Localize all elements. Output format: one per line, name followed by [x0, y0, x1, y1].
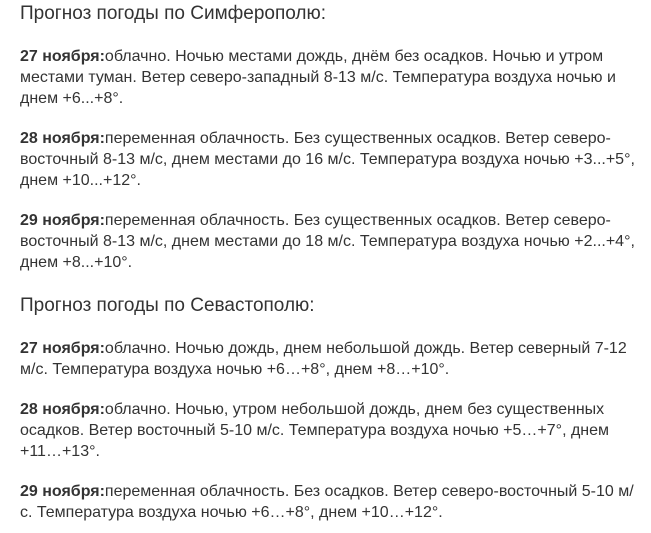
- forecast-paragraph: [20, 338, 635, 380]
- forecast-text: переменная облачность. Без существенных осадков. Ветер северо-восточный 8-13 м/с, днем местами до 18 м/с. Температура воздуха ночью +2...+4°, днем +8...+10°.: [20, 212, 635, 271]
- forecast-text: облачно. Ночью, утром небольшой дождь, днем без существенных осадков. Ветер восточный 5-10 м/с. Температура воздуха ночью +5…+7°, днем +11…+13°.: [20, 401, 610, 460]
- forecast-date: 28 ноября:: [20, 401, 105, 418]
- forecast-text: облачно. Ночью дождь, днем небольшой дождь. Ветер северный 7-12 м/с. Температура воздуха ночью +6…+8°, днем +8…+10°.: [20, 340, 627, 378]
- section-title-sevastopol: Прогноз погоды по Севастополю:: [20, 295, 315, 316]
- forecast-section-simferopol: [20, 3, 635, 273]
- forecast-date: 28 ноября:: [20, 130, 105, 147]
- forecast-paragraph: [20, 210, 635, 273]
- section-title-simferopol: Прогноз погоды по Симферополю:: [20, 3, 327, 24]
- forecast-paragraph: [20, 46, 635, 109]
- forecast-paragraph: [20, 128, 635, 191]
- forecast-paragraph: [20, 399, 635, 462]
- forecast-date: 29 ноября:: [20, 483, 105, 500]
- forecast-section-sevastopol: [20, 295, 635, 523]
- forecast-date: 27 ноября:: [20, 340, 105, 357]
- forecast-text: переменная облачность. Без осадков. Ветер северо-восточный 5-10 м/с. Температура воздуха ночью +6…+8°, днем +10…+12°.: [20, 483, 634, 521]
- forecast-paragraph: [20, 481, 635, 523]
- forecast-text: облачно. Ночью местами дождь, днём без осадков. Ночью и утром местами туман. Ветер северо-западный 8-13 м/с. Температура воздуха ночью и днем +6...+8°.: [20, 48, 616, 107]
- forecast-date: 27 ноября:: [20, 48, 105, 65]
- forecast-date: 29 ноября:: [20, 212, 105, 229]
- forecast-text: переменная облачность. Без существенных осадков. Ветер северо-восточный 8-13 м/с, днем местами до 16 м/с. Температура воздуха ночью +3...+5°, днем +10...+12°.: [20, 130, 635, 189]
